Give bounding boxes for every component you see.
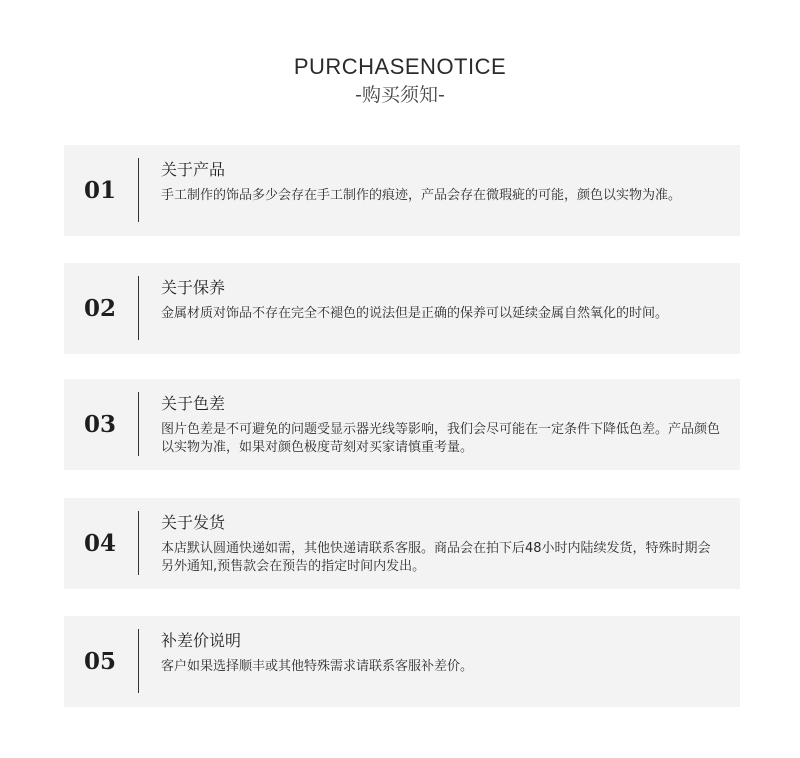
- notice-card-shipping: [64, 498, 740, 589]
- notice-text: 本店默认圆通快递如需，其他快递请联系客服。商品会在拍下后48小时内陆续发货，特殊时期会另外通知,预售款会在预告的指定时间内发出。: [161, 541, 711, 574]
- notice-divider: [138, 629, 139, 693]
- notice-title: 关于产品: [161, 160, 226, 179]
- notice-title: 关于色差: [161, 394, 226, 413]
- notice-text: 图片色差是不可避免的问题受显示器光线等影响，我们会尽可能在一定条件下降低色差。产品颜色以实物为准，如果对颜色极度苛刻对买家请慎重考量。: [161, 422, 721, 455]
- notice-body: [161, 393, 721, 457]
- title-chinese: -购买须知-: [355, 84, 445, 106]
- notice-divider: [138, 158, 139, 222]
- notice-title: 关于保养: [161, 278, 226, 297]
- notice-body: [161, 512, 721, 576]
- notice-number: 02: [84, 295, 117, 322]
- notice-body: [161, 630, 721, 676]
- notice-number: 03: [84, 411, 117, 438]
- notice-title: 关于发货: [161, 513, 226, 532]
- notice-text: 金属材质对饰品不存在完全不褪色的说法但是正确的保养可以延续金属自然氧化的时间。: [161, 306, 669, 321]
- notice-divider: [138, 511, 139, 575]
- page-header: [0, 54, 800, 108]
- notice-card-care: [64, 263, 740, 354]
- notice-divider: [138, 276, 139, 340]
- notice-body: [161, 159, 721, 205]
- notice-text: 手工制作的饰品多少会存在手工制作的痕迹，产品会存在微瑕疵的可能，颜色以实物为准。: [161, 188, 682, 203]
- notice-title: 补差价说明: [161, 631, 242, 650]
- notice-card-product: [64, 145, 740, 236]
- notice-divider: [138, 392, 139, 456]
- title-english: PURCHASENOTICE: [293, 54, 507, 79]
- notice-number: 05: [84, 648, 117, 675]
- notice-number: 01: [84, 177, 117, 204]
- notice-card-price-difference: [64, 616, 740, 707]
- notice-card-color-difference: [64, 379, 740, 470]
- notice-body: [161, 277, 721, 323]
- notice-text: 客户如果选择顺丰或其他特殊需求请联系客服补差价。: [161, 659, 474, 674]
- notice-number: 04: [84, 530, 117, 557]
